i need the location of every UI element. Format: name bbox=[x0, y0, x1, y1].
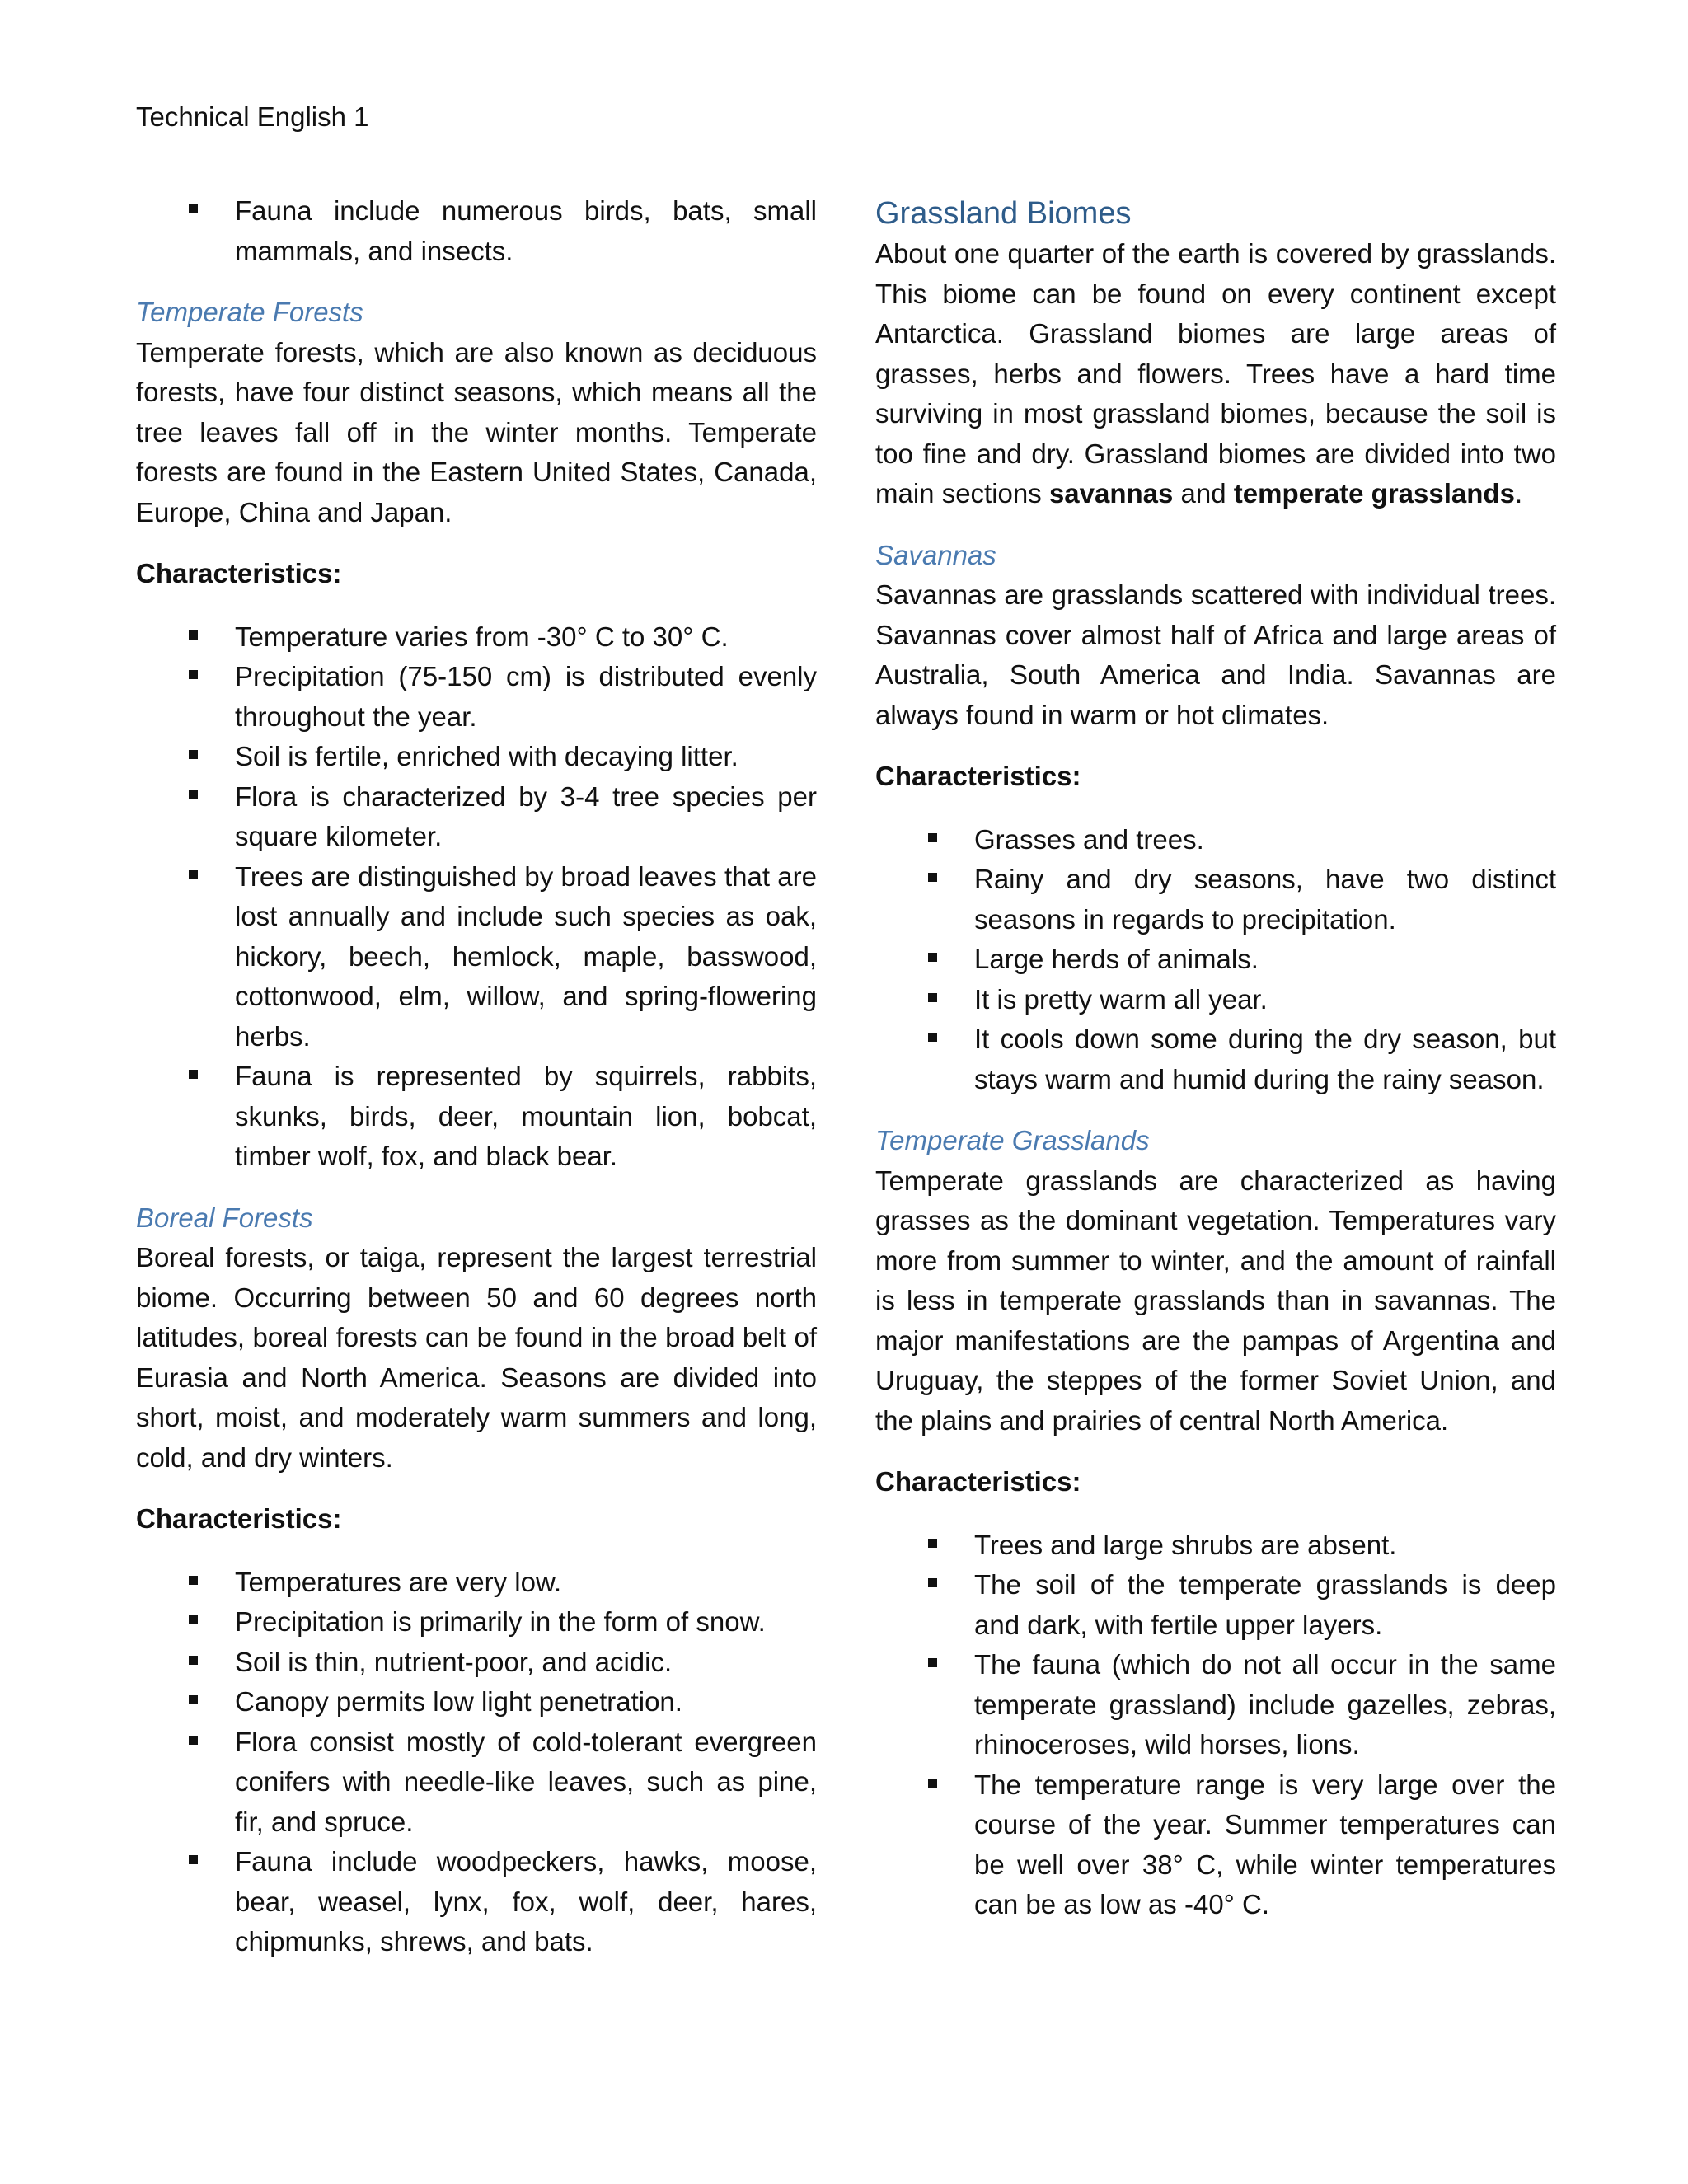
grassland-paragraph-end: . bbox=[1514, 478, 1523, 509]
savannas-paragraph: Savannas are grasslands scattered with individual trees. Savannas cover almost half of Africa and large areas of Australia, South America and India. Savannas are always found in warm or hot climates. bbox=[875, 579, 1556, 730]
temperate-grasslands-bold-term: temperate grasslands bbox=[1233, 478, 1515, 509]
list-item: Flora consist mostly of cold-tolerant evergreen conifers with needle-like leaves, such as pine, fir, and spruce. bbox=[136, 1722, 817, 1843]
left-column bbox=[136, 191, 817, 1962]
list-item: Rainy and dry seasons, have two distinct seasons in regards to precipitation. bbox=[875, 860, 1556, 940]
grassland-biomes-paragraph bbox=[875, 234, 1556, 514]
list-item: Trees are distinguished by broad leaves that are lost annually and include such species as oak, hickory, beech, hemlock, maple, basswood, cottonwood, elm, willow, and spring-flowering herbs. bbox=[136, 857, 817, 1057]
boreal-forests-bullet-list bbox=[136, 1563, 817, 1962]
list-item: Large herds of animals. bbox=[875, 940, 1556, 980]
list-item: Temperatures are very low. bbox=[136, 1563, 817, 1603]
boreal-forests-characteristics-label: Characteristics: bbox=[136, 1503, 342, 1534]
list-item: Precipitation (75-150 cm) is distributed evenly throughout the year. bbox=[136, 657, 817, 737]
boreal-forests-heading: Boreal Forests bbox=[136, 1202, 313, 1233]
temperate-grasslands-paragraph: Temperate grasslands are characterized as having grasses as the dominant vegetation. Temperatures vary more from summer to winter, and the amount of rainfall is less in temperate grasslands than in savannas. The major manifestations are the pampas of Argentina and Uruguay, the steppes of the former Soviet Union, and the plains and prairies of central North America. bbox=[875, 1165, 1556, 1436]
right-column bbox=[875, 193, 1556, 1925]
list-item: Trees and large shrubs are absent. bbox=[875, 1526, 1556, 1566]
list-item: Soil is thin, nutrient-poor, and acidic. bbox=[136, 1643, 817, 1683]
list-item: Precipitation is primarily in the form of snow. bbox=[136, 1602, 817, 1643]
list-item: It is pretty warm all year. bbox=[875, 980, 1556, 1020]
temperate-forests-bullet-list bbox=[136, 617, 817, 1177]
grassland-paragraph-joiner: and bbox=[1180, 478, 1226, 509]
temperate-forests-heading: Temperate Forests bbox=[136, 297, 363, 327]
grassland-paragraph-text: About one quarter of the earth is covered by grasslands. This biome can be found on every continent except Antarctica. Grassland biomes are large areas of grasses, herbs and flowers. Trees have a hard time surviving in most grassland biomes, because the soil is too fine and dry. Grassland biomes are divided into two main sections bbox=[875, 238, 1556, 509]
page-header-title: Technical English 1 bbox=[136, 101, 369, 132]
temperate-grasslands-bullet-list bbox=[875, 1526, 1556, 1925]
list-item: Fauna include woodpeckers, hawks, moose, bear, weasel, lynx, fox, wolf, deer, hares, chipmunks, shrews, and bats. bbox=[136, 1842, 817, 1962]
list-item: Temperature varies from -30° C to 30° C. bbox=[136, 617, 817, 658]
temperate-forests-characteristics-label: Characteristics: bbox=[136, 558, 342, 588]
temperate-grasslands-heading: Temperate Grasslands bbox=[875, 1125, 1150, 1155]
list-item: Flora is characterized by 3-4 tree species per square kilometer. bbox=[136, 777, 817, 857]
savannas-heading: Savannas bbox=[875, 539, 996, 570]
boreal-forests-paragraph: Boreal forests, or taiga, represent the largest terrestrial biome. Occurring between 50 and 60 degrees north latitudes, boreal forests can be found in the broad belt of Eurasia and North America. Seasons are divided into short, moist, and moderately warm summers and long, cold, and dry winters. bbox=[136, 1242, 817, 1473]
list-item: It cools down some during the dry season, but stays warm and humid during the rainy season. bbox=[875, 1019, 1556, 1099]
list-item: Fauna is represented by squirrels, rabbits, skunks, birds, deer, mountain lion, bobcat, timber wolf, fox, and black bear. bbox=[136, 1057, 817, 1177]
temperate-grasslands-characteristics-label: Characteristics: bbox=[875, 1466, 1081, 1497]
intro-bullet-list bbox=[136, 191, 817, 271]
savannas-bullet-list bbox=[875, 820, 1556, 1100]
list-item: The temperature range is very large over the course of the year. Summer temperatures can be well over 38° C, while winter temperatures can be as low as -40° C. bbox=[875, 1765, 1556, 1925]
list-item: Soil is fertile, enriched with decaying litter. bbox=[136, 737, 817, 777]
list-item: Canopy permits low light penetration. bbox=[136, 1682, 817, 1722]
list-item: The fauna (which do not all occur in the same temperate grassland) include gazelles, zebras, rhinoceroses, wild horses, lions. bbox=[875, 1645, 1556, 1765]
savannas-bold-term: savannas bbox=[1048, 478, 1174, 509]
savannas-characteristics-label: Characteristics: bbox=[875, 761, 1081, 791]
list-item: The soil of the temperate grasslands is deep and dark, with fertile upper layers. bbox=[875, 1565, 1556, 1645]
list-item: Fauna include numerous birds, bats, small mammals, and insects. bbox=[136, 191, 817, 271]
grassland-biomes-title: Grassland Biomes bbox=[875, 196, 1132, 231]
list-item: Grasses and trees. bbox=[875, 820, 1556, 860]
temperate-forests-paragraph: Temperate forests, which are also known as deciduous forests, have four distinct seasons, which means all the tree leaves fall off in the winter months. Temperate forests are found in the Eastern United States, Canada, Europe, China and Japan. bbox=[136, 336, 817, 527]
